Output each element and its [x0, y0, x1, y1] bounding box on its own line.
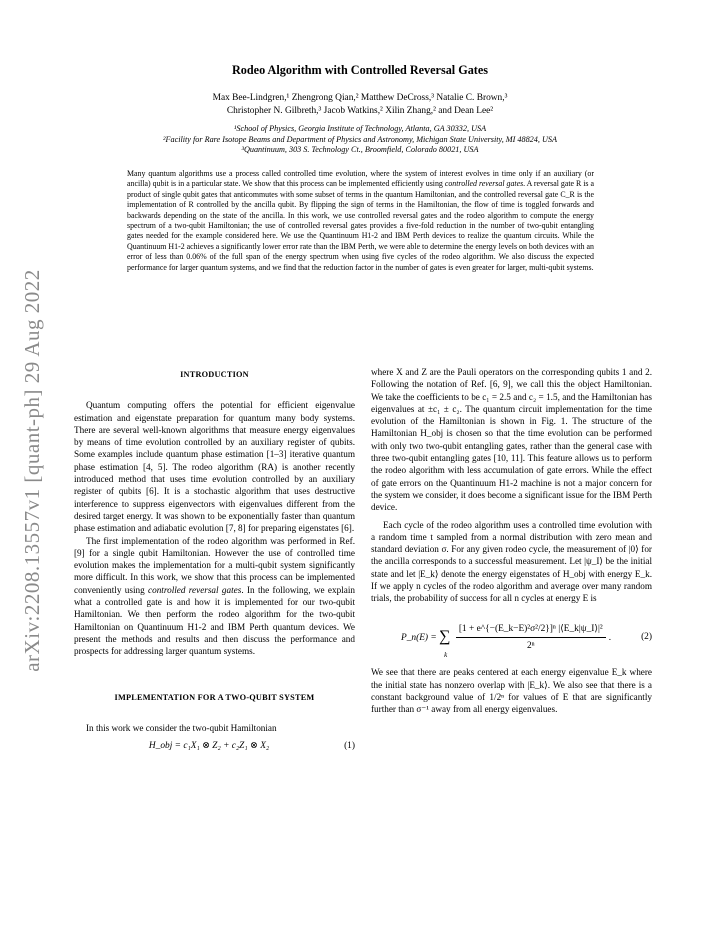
- intro-paragraph-2: [74, 535, 355, 658]
- equation-2-lhs: P_n(E) =: [400, 632, 437, 643]
- left-column: [74, 366, 355, 752]
- abstract-text-1: Many quantum algorithms use a process called controlled time evolution, where the system of interest evolves in time only if an auxiliary (or ancilla) qubit is in a particular state. We show that this process can be implemented efficiently using: [127, 169, 594, 189]
- right-column: [371, 366, 652, 715]
- equation-2-fraction: [456, 623, 606, 653]
- author-list: [90, 92, 630, 117]
- equation-2-body: P_n(E) = ∑ k $\frac{\text{[1 + e\textasciicircum{}\{−(E\_k−E)²σ²/2\}]ⁿ |⟨E\_k|ψ\_I⟩|²}}{\text{2ⁿ}}$ .: [371, 623, 641, 653]
- intro-p2-emphasis: controlled reversal gates: [148, 584, 242, 595]
- equation-1-body: H_obj = c₁X₁ ⊗ Z₂ + c₂Z₁ ⊗ X₂: [148, 741, 270, 752]
- abstract-emphasis: controlled reversal gates: [444, 179, 524, 189]
- equation-2-numerator: [1 + e^{−(E_k−E)²σ²/2}]ⁿ |⟨E_k|ψ_I⟩|²: [456, 623, 606, 638]
- equation-2-number: (2): [641, 632, 652, 643]
- arxiv-side-stamp: [2, 260, 62, 680]
- intro-p2-text-b: . In the following, we explain what a controlled gate is and how it is implemented for our two-qubit Hamiltonian. We then perform the rodeo algorithm for the two-qubit Hamiltonian on Quantinuum H1-2 and IBM Perth quantum devices. We present the methods and results and then discuss the performance and prospects for addressing larger quantum systems.: [74, 584, 355, 657]
- right-paragraph-1: where X and Z are the Pauli operators on the corresponding qubits 1 and 2. Following the notation of Ref. [6, 9], we call this the object Hamiltonian. We take the coefficients to be c₁ = 2.5 and c₂ = 1.5, and the Hamiltonian has eigenvalues at ±c₁ ± c₂. The quantum circuit implementation for the time evolution of the Hamiltonian is shown in Fig. 1. The structure of the Hamiltonian H_obj is chosen so that the time evolution can be performed with only two two-qubit entangling gates, rather than the general case with three two-qubit entangling gates [10, 11]. This feature allows us to perform the rodeo algorithm with less accumulation of gate errors. While the effect of gate errors on the Quantinuum H1-2 machine is not a major concern for the system we consider, it does become a significant issue for the IBM Perth device.: [371, 367, 652, 513]
- arxiv-identifier: arXiv:2208.13557v1 [quant-ph] 29 Aug 2022: [19, 268, 44, 672]
- right-paragraph-2: Each cycle of the rodeo algorithm uses a controlled time evolution with a random time t sampled from a normal distribution with zero mean and standard deviation σ. For any given rodeo cycle, the measurement of |0⟩ for the ancilla corresponds to a successful measurement. Let |ψ_I⟩ be the initial state and let |E_k⟩ denote the energy eigenstates of H_obj with energy E_k. If we apply n cycles of the rodeo algorithm and average over many random trials, the probability of success for all n cycles at energy E is: [371, 519, 652, 604]
- equation-2-denominator: 2ⁿ: [526, 640, 535, 651]
- equation-1-number: (1): [344, 741, 355, 752]
- impl-paragraph-1: In this work we consider the two-qubit Hamiltonian: [86, 722, 277, 733]
- right-paragraph-3: We see that there are peaks centered at each energy eigenvalue E_k where the initial state has nonzero overlap with |E_k⟩. We also see that there is a constant background value of 1/2ⁿ for values of E that are significantly further than σ⁻¹ away from all energy eigenvalues.: [371, 667, 652, 715]
- intro-p2-text-a: The first implementation of the rodeo algorithm was performed in Ref. [9] for a single qubit Hamiltonian. However the use of controlled time evolution makes the implementation for a multi-qubit system significantly more difficult. In this work, we show that this process can be implemented conveniently using: [74, 535, 355, 595]
- affiliation-1: ¹School of Physics, Georgia Institute of Technology, Atlanta, GA 30332, USA: [233, 124, 487, 133]
- author-line-1: Max Bee-Lindgren,¹ Zhengrong Qian,² Matthew DeCross,³ Natalie C. Brown,³: [212, 93, 508, 103]
- abstract: [127, 169, 594, 273]
- summation-symbol: ∑ k: [439, 631, 450, 643]
- affiliation-2: ²Facility for Rare Isotope Beams and Department of Physics and Astronomy, Michigan State University, MI 48824, USA: [163, 134, 557, 144]
- affiliations: [80, 124, 640, 156]
- author-line-2: Christopher N. Gilbreth,³ Jacob Watkins,² Xilin Zhang,² and Dean Lee²: [226, 105, 494, 116]
- summation-index: k: [444, 651, 448, 660]
- affiliation-3: ³Quantinuum, 303 S. Technology Ct., Broomfield, Colorado 80021, USA: [241, 145, 479, 154]
- paper-title: Rodeo Algorithm with Controlled Reversal Gates: [231, 63, 489, 77]
- section-heading-introduction: INTRODUCTION: [180, 370, 249, 379]
- equation-2: [371, 623, 652, 660]
- section-heading-implementation: IMPLEMENTATION FOR A TWO-QUBIT SYSTEM: [114, 692, 315, 702]
- equation-1: [74, 740, 355, 752]
- intro-paragraph-1: Quantum computing offers the potential for efficient eigenvalue estimation and eigenstate preparation for quantum many body systems. There are several well-known algorithms that measure energy eigenvalues by means of time evolution controlled by an auxiliary register of qubits. Some examples include quantum phase estimation [1–3] iterative quantum phase estimation [4, 5]. The rodeo algorithm (RA) is another recently introduced method that uses time evolution controlled by an auxiliary register of qubits [6]. It is a stochastic algorithm that uses destructive interference to suppress eigenvectors with eigenvalues different from the desired target energy. It was shown to be exponentially faster than quantum phase estimation and adiabatic evolution [7, 8] for preparing eigenstates [6].: [74, 400, 355, 534]
- abstract-text-2: . A reversal gate R is a product of single qubit gates that anticommutes with some subset of terms in the quantum Hamiltonian, and the controlled reversal gate C_R is the implementation of R controlled by the ancilla qubit. By flipping the sign of terms in the Hamiltonian, the flow of time is toggled forwards and backwards depending on the state of the ancilla. In this work, we use controlled reversal gates and the rodeo algorithm to compute the energy spectrum of a two-qubit Hamiltonian; the use of controlled reversal gates provides a five-fold reduction in the number of two-qubit entangling gates needed for the example considered here. We use the Quantinuum H1-2 and IBM Perth devices to realize the quantum circuits. While the Quantinuum H1-2 achieves a significantly lower error rate than the IBM Perth, we were able to determine the energy levels on both devices with an error of less than 0.06% of the full span of the energy spectrum when using five cycles of the rodeo algorithm. We also discuss the expected performance for larger quantum systems, and we find that the reduction factor in the number of gates is even greater for larger, multi-qubit systems.: [127, 179, 594, 272]
